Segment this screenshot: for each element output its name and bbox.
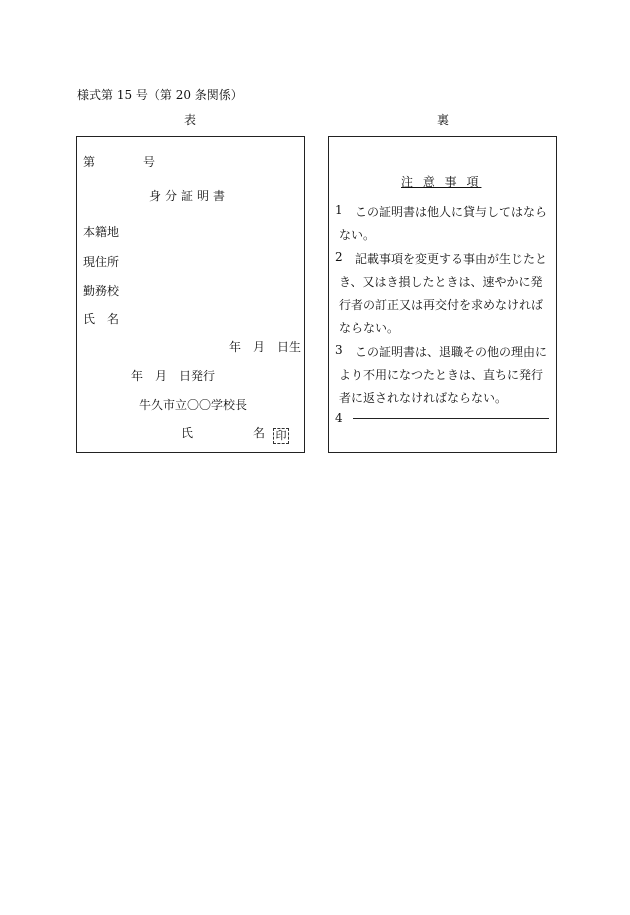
front-heading: 表 xyxy=(184,113,197,127)
note-3-number: 3 xyxy=(335,343,343,357)
birth-date-label: 年 月 日生 xyxy=(229,340,302,354)
note-4-number: 4 xyxy=(335,411,343,425)
note-1-line-1: この証明書は他人に貸与してはなら xyxy=(355,205,548,219)
note-2-number: 2 xyxy=(335,250,343,264)
card-title: 身分証明書 xyxy=(149,189,230,203)
field-kinmuko: 勤務校 xyxy=(83,284,120,298)
note-2-line-1: 記載事項を変更する事由が生じたと xyxy=(355,252,548,266)
notes-title: 注 意 事 項 xyxy=(401,175,482,189)
field-genjusho: 現住所 xyxy=(83,255,120,269)
issuer-name: 牛久市立〇〇学校長 xyxy=(139,398,248,412)
note-2-line-2: き、又はき損したときは、速やかに発 xyxy=(339,275,543,289)
number-prefix: 第 xyxy=(83,155,96,169)
back-heading: 裏 xyxy=(437,113,450,127)
field-honseki: 本籍地 xyxy=(83,225,120,239)
note-4-blank-line xyxy=(353,418,549,419)
front-card xyxy=(76,136,305,453)
issuer-name-label-2: 名 xyxy=(253,426,266,440)
issued-date-label: 年 月 日発行 xyxy=(131,369,216,383)
seal-mark: 印 xyxy=(273,428,289,444)
note-1-line-2: ない。 xyxy=(339,228,376,242)
back-card xyxy=(328,136,557,453)
note-3-line-3: 者に返されなければならない。 xyxy=(339,391,508,405)
note-1-number: 1 xyxy=(335,203,343,217)
form-number-label: 様式第 15 号（第 20 条関係） xyxy=(77,88,243,102)
seal-icon xyxy=(273,424,289,444)
note-2-line-4: ならない。 xyxy=(339,321,400,335)
note-3-line-1: この証明書は、退職その他の理由に xyxy=(355,345,548,359)
issuer-name-label-1: 氏 xyxy=(181,426,194,440)
field-shimei: 氏 名 xyxy=(83,312,120,326)
number-suffix: 号 xyxy=(143,155,156,169)
note-3-line-2: より不用になつたときは、直ちに発行 xyxy=(339,368,544,382)
note-2-line-3: 行者の訂正又は再交付を求めなければ xyxy=(339,298,544,312)
